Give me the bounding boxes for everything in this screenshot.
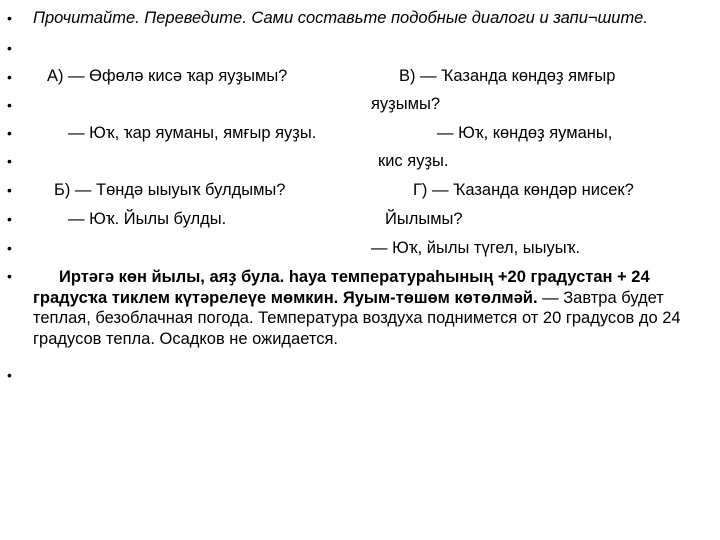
- instruction-text: Прочитайте. Переведите. Сами составьте подобные диалоги и запи¬шите.: [33, 9, 648, 27]
- bullet: •: [7, 240, 12, 256]
- bullet: •: [7, 268, 12, 284]
- bullet: •: [7, 69, 12, 85]
- bullet: •: [7, 153, 12, 169]
- dialogue-a-question: А) — Өфөлә кисә ҡар яуҙымы?: [47, 67, 288, 85]
- bullet: •: [7, 211, 12, 227]
- forecast-paragraph: [33, 267, 683, 349]
- bullet: •: [7, 125, 12, 141]
- dialogue-v-answer-line1: — Юҡ, көндөҙ яуманы,: [437, 124, 613, 142]
- dialogue-b-answer: — Юҡ. Йылы булды.: [68, 210, 227, 228]
- dialogue-g-question-line2: Йылымы?: [385, 210, 463, 228]
- bullet: •: [7, 367, 12, 383]
- bullet: •: [7, 10, 12, 26]
- dialogue-a-answer: — Юҡ, ҡар яуманы, ямғыр яуҙы.: [68, 124, 317, 142]
- dialogue-v-question-line2: яуҙымы?: [371, 95, 440, 113]
- dialogue-v-answer-line2: кис яуҙы.: [378, 152, 449, 170]
- bullet: •: [7, 40, 12, 56]
- bullet: •: [7, 97, 12, 113]
- dialogue-b-question: Б) — Төндә ыыуыҡ булдымы?: [54, 181, 286, 199]
- forecast-bashkir: Иртәгә көн йылы, аяҙ була. hауа температураһының +20 градустан + 24 градусҡа тиклем күтәрелеүе мөмкин. Яуым-төшөм көтөлмәй.: [33, 268, 650, 307]
- dialogue-g-answer: — Юҡ, йылы түгел, ыыуыҡ.: [371, 239, 581, 257]
- forecast-russian: — Завтра будет теплая, безоблачная погода. Температура воздуха поднимется от 20 градусов до 24 градусов тепла. Осадков не ожидается.: [33, 288, 681, 348]
- bullet: •: [7, 182, 12, 198]
- dialogue-v-question-line1: В) — Ҡазанда көндөҙ ямғыр: [399, 67, 616, 85]
- dialogue-g-question-line1: Г) — Ҡазанда көндәр нисек?: [413, 181, 634, 199]
